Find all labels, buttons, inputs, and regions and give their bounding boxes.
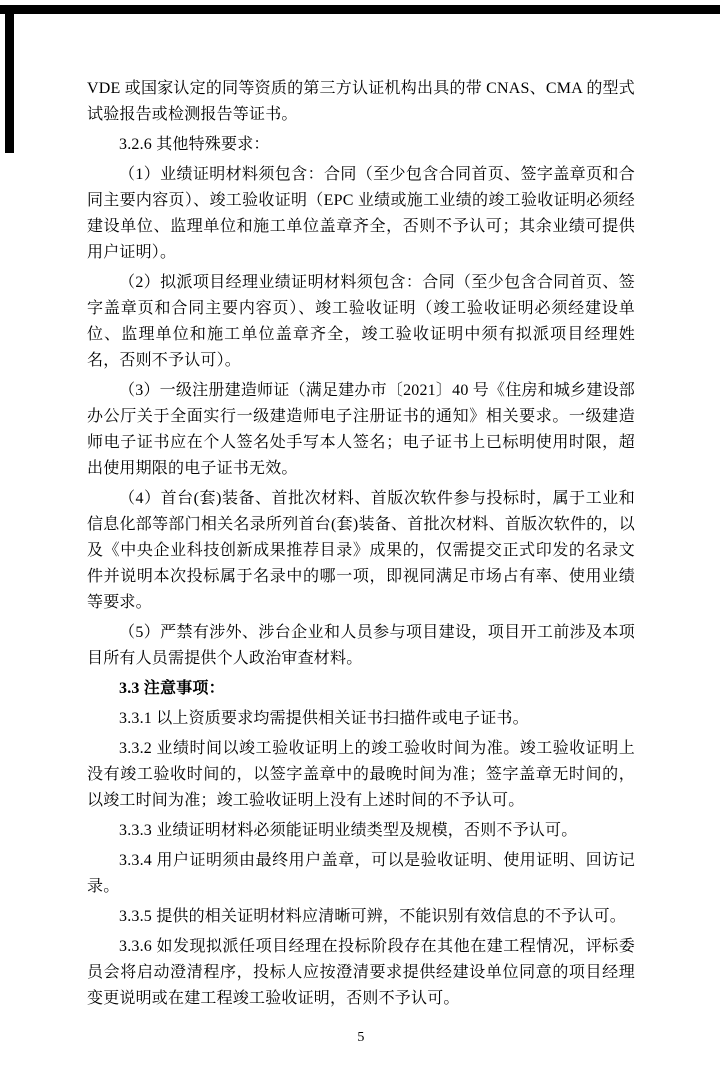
para-certificates-continued: VDE 或国家认定的同等资质的第三方认证机构出具的带 CNAS、CMA 的型式试验报告或检测报告等证书。 xyxy=(87,80,635,123)
para-clause-3-3-1: 3.3.1 以上资质要求均需提供相关证书扫描件或电子证书。 xyxy=(119,710,529,727)
para-clause-3-3-4: 3.3.4 用户证明须由最终用户盖章，可以是验收证明、使用证明、回访记录。 xyxy=(87,852,635,895)
para-item-5-foreign-involvement-ban: （5）严禁有涉外、涉台企业和人员参与项目建设，项目开工前涉及本项目所有人员需提供个人政治审查材料。 xyxy=(87,624,635,667)
para-clause-3-3-6: 3.3.6 如发现拟派任项目经理在投标阶段存在其他在建工程情况，评标委员会将启动澄清程序，投标人应按澄清要求提供经建设单位同意的项目经理变更说明或在建工程竣工验收证明，否则不予认可。 xyxy=(87,938,635,1007)
para-clause-3-3-5: 3.3.5 提供的相关证明材料应清晰可辨，不能识别有效信息的不予认可。 xyxy=(119,908,627,925)
para-item-2-project-manager-performance: （2）拟派项目经理业绩证明材料须包含：合同（至少包含合同首页、签字盖章页和合同主要内容页）、竣工验收证明（竣工验收证明必须经建设单位、监理单位和施工单位盖章齐全，竣工验收证明中须有拟派项目经理姓名，否则不予认可）。 xyxy=(87,274,635,369)
scan-edge-artifact-left xyxy=(5,5,14,153)
para-clause-3-3-2: 3.3.2 业绩时间以竣工验收证明上的竣工验收时间为准。竣工验收证明上没有竣工验收时间的，以签字盖章中的最晚时间为准；签字盖章无时间的，以竣工时间为准；竣工验收证明上没有上述时间的不予认可。 xyxy=(87,740,635,809)
page-number: 5 xyxy=(357,1030,365,1045)
para-item-1-performance-proof: （1）业绩证明材料须包含：合同（至少包含合同首页、签字盖章页和合同主要内容页）、竣工验收证明（EPC 业绩或施工业绩的竣工验收证明必须经建设单位、监理单位和施工单位盖章齐全，否则不予认可；其余业绩可提供用户证明）。 xyxy=(87,166,635,261)
heading-clause-3-3-notes: 3.3 注意事项： xyxy=(119,680,225,697)
scan-edge-artifact-top xyxy=(0,5,720,14)
document-content xyxy=(87,76,635,1048)
para-item-3-constructor-certificate: （3）一级注册建造师证（满足建办市〔2021〕40 号《住房和城乡建设部办公厅关于全面实行一级建造师电子注册证书的通知》相关要求。一级建造师电子证书应在个人签名处手写本人签名；电子证书上已标明使用时限，超出使用期限的电子证书无效。 xyxy=(87,382,635,477)
para-clause-3-3-3: 3.3.3 业绩证明材料必须能证明业绩类型及规模，否则不予认可。 xyxy=(119,822,578,839)
para-item-4-first-set-equipment: （4）首台(套)装备、首批次材料、首版次软件参与投标时，属于工业和信息化部等部门相关名录所列首台(套)装备、首批次材料、首版次软件的，以及《中央企业科技创新成果推荐目录》成果的，仅需提交正式印发的名录文件并说明本次投标属于名录中的哪一项，即视同满足市场占有率、使用业绩等要求。 xyxy=(87,490,635,611)
heading-clause-3-2-6: 3.2.6 其他特殊要求： xyxy=(119,136,270,153)
